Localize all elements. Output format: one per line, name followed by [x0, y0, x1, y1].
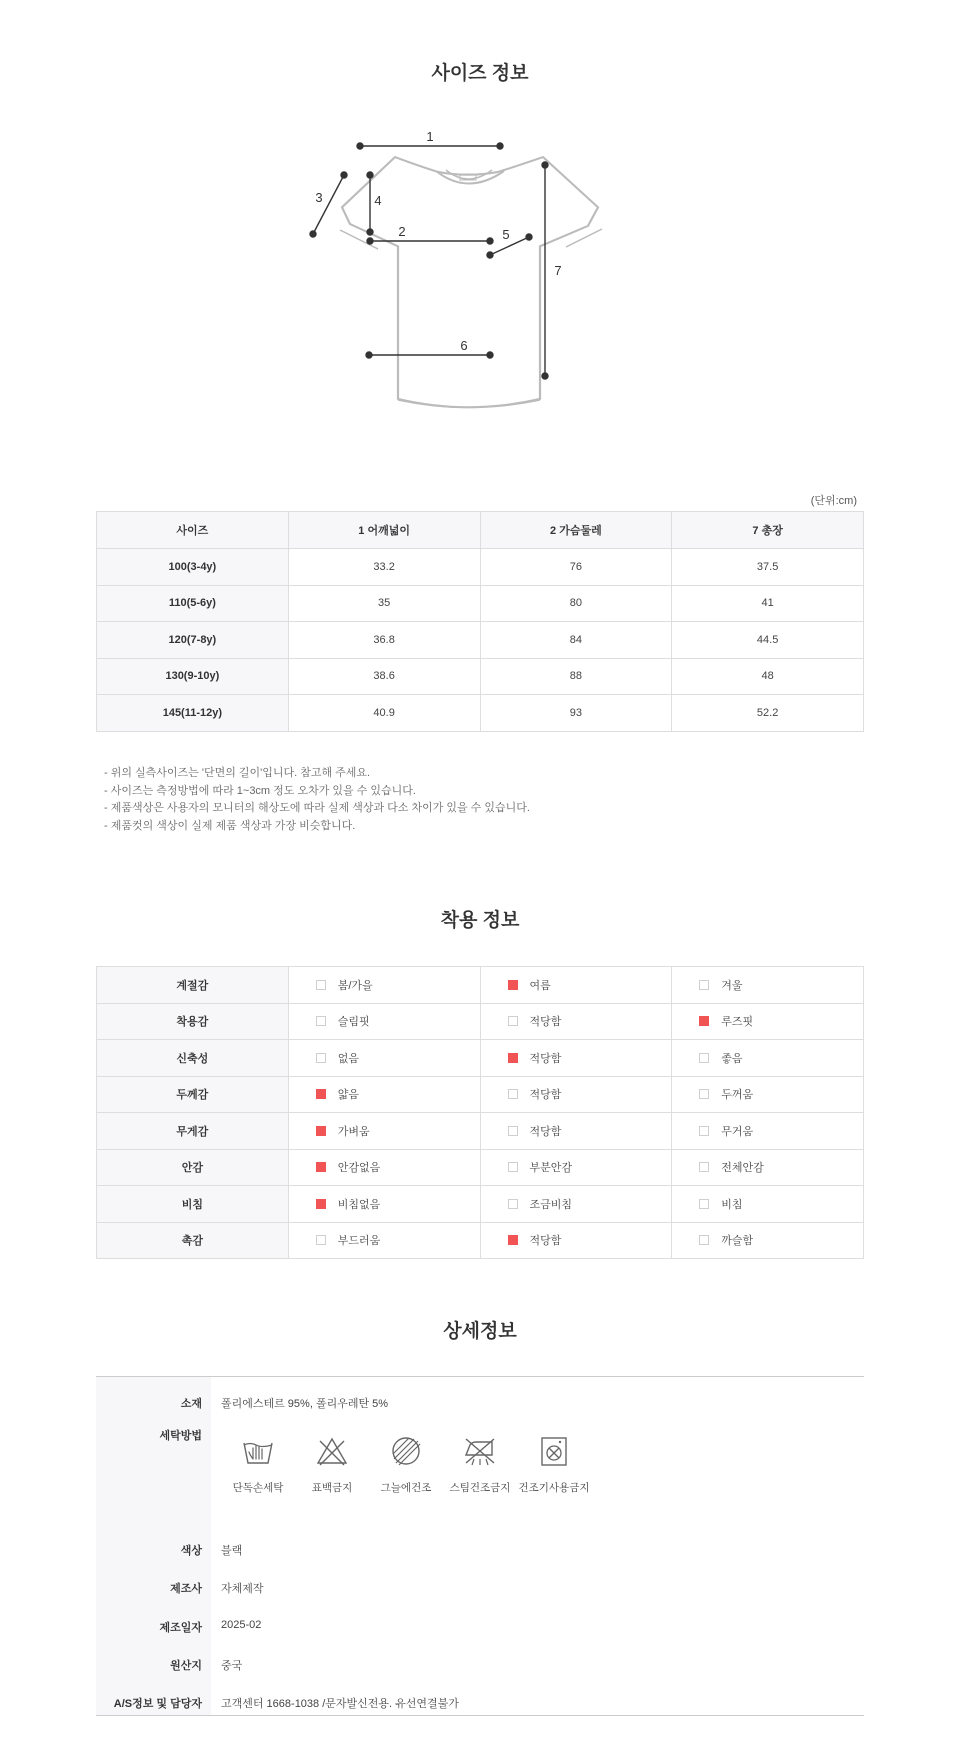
- size-header-size: 사이즈: [97, 512, 289, 549]
- wash-item: [443, 1433, 517, 1513]
- fit-option-label: 부드러움: [337, 1235, 381, 1248]
- table-row: [97, 658, 864, 695]
- fit-option-cell: [480, 1186, 672, 1223]
- length-cell: 48: [672, 658, 864, 695]
- checked-box-icon: [508, 1053, 518, 1063]
- diagram-label-6: 6: [460, 338, 468, 353]
- note-line: - 제품컷의 색상이 실제 제품 색상과 가장 비슷합니다.: [104, 819, 356, 832]
- note-line: - 사이즈는 측정방법에 따라 1~3cm 정도 오차가 있을 수 있습니다.: [104, 784, 416, 797]
- table-row: [97, 1040, 864, 1077]
- size-info-title: 사이즈 정보: [431, 63, 529, 84]
- size-table: [96, 511, 864, 732]
- fit-row-label: 안감: [97, 1149, 289, 1186]
- fit-option-label: 얇음: [337, 1089, 360, 1102]
- table-row: [97, 1076, 864, 1113]
- shoulder-cell: 36.8: [288, 622, 480, 659]
- fit-option-label: 적당함: [529, 1125, 562, 1138]
- length-cell: 52.2: [672, 695, 864, 732]
- fit-option-cell: [288, 1076, 480, 1113]
- fit-option-label: 적당함: [529, 1016, 562, 1029]
- fit-option-label: 전체안감: [721, 1162, 764, 1175]
- fit-option-cell: [480, 1149, 672, 1186]
- unchecked-box-icon: [508, 1016, 518, 1026]
- wash-label-text: 건조기사용금지: [518, 1482, 590, 1494]
- fit-option-label: 비침없음: [337, 1198, 381, 1211]
- fit-row-label: 촉감: [97, 1222, 289, 1259]
- table-row: [97, 967, 864, 1004]
- checked-box-icon: [699, 1016, 709, 1026]
- fit-option-label: 무거움: [721, 1125, 754, 1138]
- wash-item: [221, 1433, 295, 1513]
- size-header-shoulder: 1 어깨넓이: [288, 512, 480, 549]
- chest-cell: 80: [480, 585, 672, 622]
- size-cell: 130(9-10y): [97, 658, 289, 695]
- checked-box-icon: [316, 1199, 326, 1209]
- color-label: 색상: [180, 1545, 202, 1557]
- unchecked-box-icon: [508, 1089, 518, 1099]
- table-row: [97, 1149, 864, 1186]
- wash-label-text: 스팀건조금지: [449, 1482, 511, 1494]
- fit-option-cell: [288, 1040, 480, 1077]
- fit-option-label: 두꺼움: [721, 1089, 754, 1102]
- size-header-chest: 2 가슴둘레: [480, 512, 672, 549]
- fit-option-cell: [480, 1222, 672, 1259]
- shade-dry-icon: [388, 1433, 424, 1469]
- fit-option-cell: [288, 1003, 480, 1040]
- size-cell: 145(11-12y): [97, 695, 289, 732]
- as-label: A/S정보 및 담당자: [113, 1698, 202, 1710]
- fit-option-cell: [288, 1186, 480, 1223]
- diagram-label-1: 1: [426, 129, 434, 144]
- table-row: [97, 622, 864, 659]
- unchecked-box-icon: [699, 980, 709, 990]
- no-tumble-dry-icon: [536, 1433, 572, 1469]
- fit-option-label: 없음: [337, 1052, 360, 1065]
- checked-box-icon: [316, 1126, 326, 1136]
- fit-option-cell: [672, 1003, 864, 1040]
- size-notes: [104, 765, 530, 835]
- hand-wash-icon: [240, 1433, 276, 1469]
- fit-option-label: 좋음: [721, 1052, 743, 1065]
- size-header-length: 7 총장: [672, 512, 864, 549]
- wash-item: [517, 1433, 591, 1513]
- fit-option-label: 겨울: [721, 979, 743, 992]
- fit-option-label: 적당함: [529, 1089, 562, 1102]
- fit-option-cell: [672, 967, 864, 1004]
- fit-option-label: 봄/가을: [337, 979, 373, 992]
- as-value: 고객센터 1668-1038 /문자발신전용. 유선연결불가: [221, 1698, 459, 1710]
- unchecked-box-icon: [316, 1235, 326, 1245]
- table-row: [97, 695, 864, 732]
- fit-option-label: 여름: [529, 979, 551, 992]
- unchecked-box-icon: [699, 1053, 709, 1063]
- fit-option-label: 조금비침: [529, 1198, 573, 1211]
- fit-option-label: 슬림핏: [337, 1016, 370, 1029]
- shoulder-cell: 33.2: [288, 549, 480, 586]
- note-line: - 위의 실측사이즈는 '단면의 길이'입니다. 참고해 주세요.: [104, 767, 371, 779]
- no-steam-iron-icon: [462, 1433, 498, 1469]
- unchecked-box-icon: [316, 1053, 326, 1063]
- table-row: [97, 1113, 864, 1150]
- checked-box-icon: [316, 1162, 326, 1172]
- fit-option-cell: [480, 1076, 672, 1113]
- fit-option-label: 비침: [721, 1198, 743, 1211]
- fit-option-label: 안감없음: [337, 1162, 381, 1175]
- material-value: 폴리에스테르 95%, 폴리우레탄 5%: [221, 1398, 389, 1410]
- length-cell: 37.5: [672, 549, 864, 586]
- diagram-label-5: 5: [502, 227, 510, 242]
- fit-option-cell: [672, 1186, 864, 1223]
- shoulder-cell: 38.6: [288, 658, 480, 695]
- unchecked-box-icon: [699, 1199, 709, 1209]
- origin-value: 중국: [221, 1660, 243, 1672]
- chest-cell: 93: [480, 695, 672, 732]
- wash-label-text: 표백금지: [311, 1482, 353, 1494]
- checked-box-icon: [508, 980, 518, 990]
- table-row: [97, 1003, 864, 1040]
- length-cell: 44.5: [672, 622, 864, 659]
- detail-info-title: 상세정보: [443, 1321, 517, 1342]
- table-row: [97, 1222, 864, 1259]
- fit-option-label: 루즈핏: [721, 1016, 754, 1029]
- fit-table: [96, 966, 864, 1259]
- unchecked-box-icon: [699, 1089, 709, 1099]
- detail-info-table: [96, 1376, 864, 1716]
- date-value: 2025-02: [221, 1619, 262, 1631]
- fit-info-title: 착용 정보: [440, 910, 520, 931]
- unchecked-box-icon: [316, 980, 326, 990]
- date-label: 제조일자: [159, 1622, 202, 1634]
- unchecked-box-icon: [699, 1126, 709, 1136]
- fit-option-label: 적당함: [529, 1052, 562, 1065]
- table-row: [97, 1186, 864, 1223]
- fit-option-cell: [480, 967, 672, 1004]
- origin-label: 원산지: [170, 1660, 202, 1672]
- tshirt-measurement-diagram: [315, 129, 640, 430]
- fit-row-label: 착용감: [97, 1003, 289, 1040]
- material-label: 소재: [180, 1398, 202, 1410]
- fit-option-cell: [480, 1003, 672, 1040]
- fit-row-label: 계절감: [97, 967, 289, 1004]
- wash-label-text: 그늘에건조: [380, 1482, 432, 1494]
- fit-option-cell: [480, 1113, 672, 1150]
- fit-option-label: 적당함: [529, 1235, 562, 1248]
- fit-option-cell: [672, 1222, 864, 1259]
- fit-option-cell: [672, 1040, 864, 1077]
- unit-label: (단위:cm): [810, 495, 857, 507]
- fit-row-label: 비침: [97, 1186, 289, 1223]
- fit-row-label: 신축성: [97, 1040, 289, 1077]
- size-cell: 100(3-4y): [97, 549, 289, 586]
- wash-item: [295, 1433, 369, 1513]
- shoulder-cell: 35: [288, 585, 480, 622]
- no-bleach-icon: [314, 1433, 350, 1469]
- unchecked-box-icon: [699, 1162, 709, 1172]
- fit-option-cell: [672, 1076, 864, 1113]
- chest-cell: 88: [480, 658, 672, 695]
- maker-label: 제조사: [170, 1583, 202, 1595]
- chest-cell: 84: [480, 622, 672, 659]
- wash-icons: [221, 1433, 591, 1513]
- wash-label: 세탁방법: [159, 1430, 202, 1442]
- table-row: [97, 585, 864, 622]
- fit-option-label: 가벼움: [337, 1125, 370, 1138]
- fit-option-cell: [672, 1113, 864, 1150]
- fit-option-label: 부분안감: [529, 1162, 573, 1175]
- fit-option-cell: [288, 1149, 480, 1186]
- maker-value: 자체제작: [221, 1583, 264, 1595]
- wash-label-text: 단독손세탁: [232, 1482, 284, 1494]
- fit-option-cell: [288, 1222, 480, 1259]
- checked-box-icon: [316, 1089, 326, 1099]
- unchecked-box-icon: [316, 1016, 326, 1026]
- size-cell: 120(7-8y): [97, 622, 289, 659]
- tshirt-outline-icon: [315, 129, 640, 430]
- fit-option-cell: [288, 1113, 480, 1150]
- fit-option-label: 까슬함: [721, 1235, 754, 1248]
- unchecked-box-icon: [508, 1162, 518, 1172]
- chest-cell: 76: [480, 549, 672, 586]
- diagram-label-2: 2: [398, 224, 406, 239]
- fit-option-cell: [672, 1149, 864, 1186]
- diagram-label-7: 7: [554, 263, 562, 278]
- length-cell: 41: [672, 585, 864, 622]
- unchecked-box-icon: [508, 1126, 518, 1136]
- fit-row-label: 무게감: [97, 1113, 289, 1150]
- fit-option-cell: [480, 1040, 672, 1077]
- diagram-label-3: 3: [315, 190, 323, 205]
- color-value: 블랙: [221, 1545, 243, 1557]
- note-line: - 제품색상은 사용자의 모니터의 해상도에 따라 실제 색상과 다소 차이가 있을 수 있습니다.: [104, 802, 530, 814]
- fit-option-cell: [288, 967, 480, 1004]
- diagram-label-4: 4: [374, 193, 382, 208]
- unchecked-box-icon: [699, 1235, 709, 1245]
- wash-item: [369, 1433, 443, 1513]
- checked-box-icon: [508, 1235, 518, 1245]
- size-cell: 110(5-6y): [97, 585, 289, 622]
- table-row: [97, 549, 864, 586]
- size-table-header: [97, 512, 864, 549]
- shoulder-cell: 40.9: [288, 695, 480, 732]
- unchecked-box-icon: [508, 1199, 518, 1209]
- fit-row-label: 두께감: [97, 1076, 289, 1113]
